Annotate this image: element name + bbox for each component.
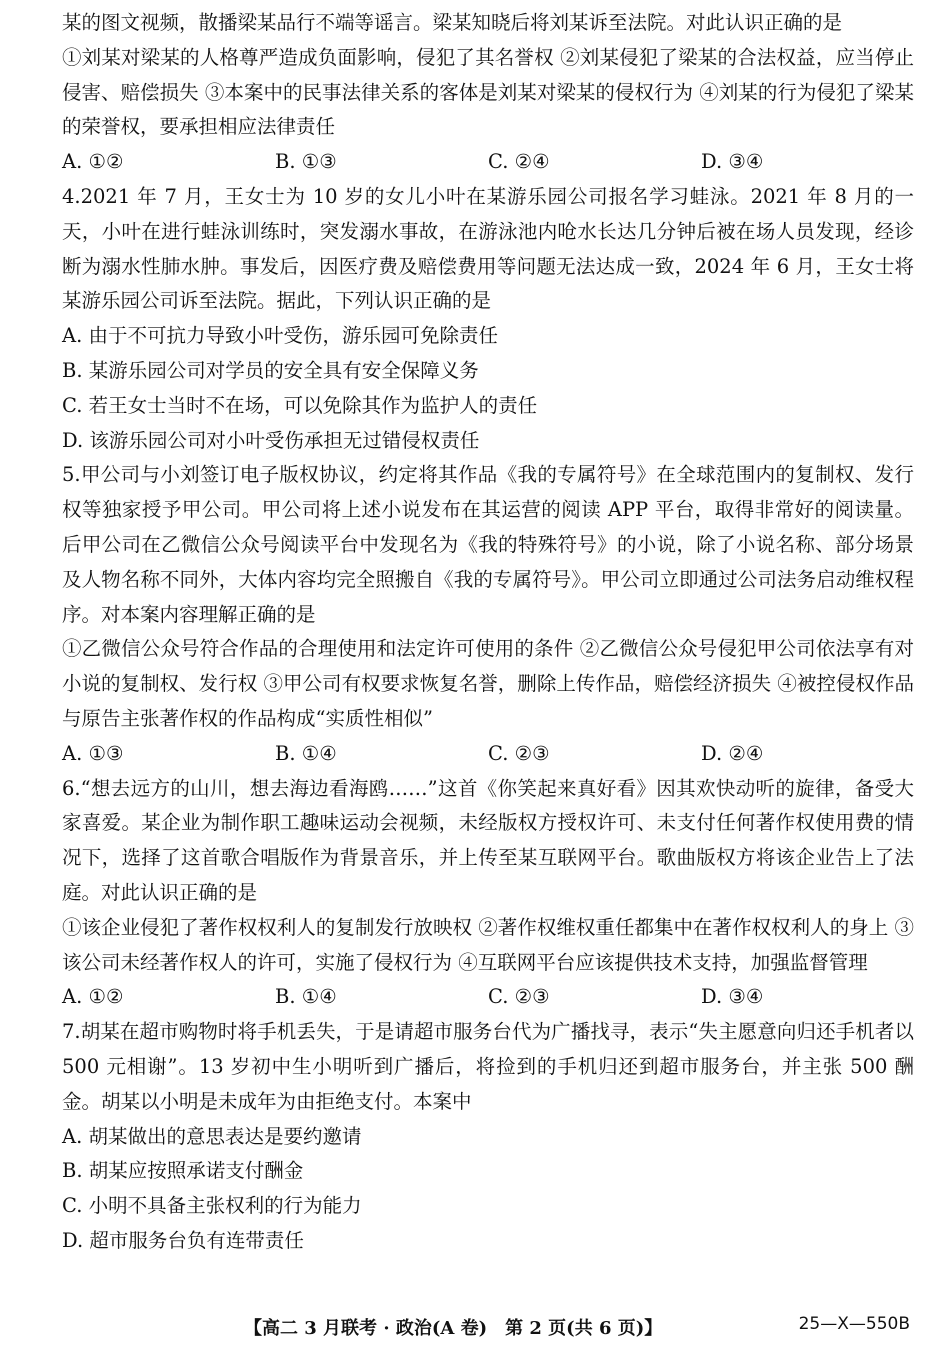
question-6-statements: ①该企业侵犯了著作权权利人的复制发行放映权 ②著作权维权重任都集中在著作权权利人的身上 ③该公司未经著作权人的许可，实施了侵权行为 ④互联网平台应该提供技术支持，加强监督管理 — [62, 915, 914, 974]
question-7-option-b[interactable]: B. 胡某应按照承诺支付酬金 — [62, 1159, 304, 1183]
footer-paper-code: 25—X—550B — [798, 1314, 910, 1334]
question-6-option-c[interactable]: C. ②③ — [488, 985, 550, 1009]
page-content — [62, 6, 914, 1259]
question-6-number: 6. — [62, 776, 81, 800]
question-4 — [62, 180, 914, 458]
page-footer — [0, 1308, 950, 1348]
question-5-statements: ①乙微信公众号符合作品的合理使用和法定许可使用的条件 ②乙微信公众号侵犯甲公司依法享有对小说的复制权、发行权 ③甲公司有权要求恢复名誉，删除上传作品，赔偿经济损失 ④被控侵权作品与原告主张著作权的作品构成“实质性相似” — [62, 637, 914, 730]
question-5 — [62, 458, 914, 771]
question-4-option-c[interactable]: C. 若王女士当时不在场，可以免除其作为监护人的责任 — [62, 393, 538, 417]
question-6-option-a[interactable]: A. ①② — [62, 985, 124, 1009]
question-3-options — [62, 145, 914, 180]
question-5-stem: 甲公司与小刘签订电子版权协议，约定将其作品《我的专属符号》在全球范围内的复制权、发行权等独家授予甲公司。甲公司将上述小说发布在其运营的阅读 APP 平台，取得非常好的阅读量。后甲公司在乙微信公众号阅读平台中发现名为《我的特殊符号》的小说，除了小说名称、部分场景及人物名称不同外，大体内容均完全照搬自《我的专属符号》。甲公司立即通过公司法务启动维权程序。对本案内容理解正确的是 — [62, 463, 914, 626]
question-6-stem-line — [62, 772, 914, 911]
question-7-stem-line — [62, 1015, 914, 1119]
question-7-stem: 胡某在超市购物时将手机丢失，于是请超市服务台代为广播找寻，表示“失主愿意向归还手机者以 500 元相谢”。13 岁初中生小明听到广播后，将捡到的手机归还到超市服务台，并主张 500 酬金。胡某以小明是未成年为由拒绝支付。本案中 — [62, 1020, 914, 1113]
question-4-option-b[interactable]: B. 某游乐园公司对学员的安全具有安全保障义务 — [62, 358, 479, 382]
question-6-options — [62, 980, 914, 1015]
question-7-option-a[interactable]: A. 胡某做出的意思表达是要约邀请 — [62, 1124, 362, 1148]
question-3-option-d[interactable]: D. ③④ — [701, 150, 764, 174]
question-6-stem: “想去远方的山川，想去海边看海鸥……”这首《你笑起来真好看》因其欢快动听的旋律，备受大家喜爱。某企业为制作职工趣味运动会视频，未经版权方授权许可、未支付任何著作权使用费的情况下，选择了这首歌合唱版作为背景音乐，并上传至某互联网平台。歌曲版权方将该企业告上了法庭。对此认识正确的是 — [62, 776, 914, 904]
question-3-stem: 某的图文视频，散播梁某品行不端等谣言。梁某知晓后将刘某诉至法院。对此认识正确的是 — [62, 11, 843, 34]
question-3-option-c[interactable]: C. ②④ — [488, 150, 550, 174]
question-7-option-c[interactable]: C. 小明不具备主张权利的行为能力 — [62, 1194, 362, 1218]
question-6-option-d[interactable]: D. ③④ — [701, 985, 764, 1009]
question-7 — [62, 1015, 914, 1259]
question-5-stem-line — [62, 458, 914, 632]
question-4-stem: 2021 年 7 月，王女士为 10 岁的女儿小叶在某游乐园公司报名学习蛙泳。2021 年 8 月的一天，小叶在进行蛙泳训练时，突发溺水事故，在游泳池内呛水长达几分钟后被在场人员发现，经诊断为溺水性肺水肿。事发后，因医疗费及赔偿费用等问题无法达成一致，2024 年 6 月，王女士将某游乐园公司诉至法院。据此，下列认识正确的是 — [62, 184, 914, 313]
question-7-number: 7. — [62, 1020, 81, 1044]
question-5-option-b[interactable]: B. ①④ — [275, 741, 337, 765]
question-4-number: 4. — [62, 184, 81, 208]
question-3-option-a[interactable]: A. ①② — [62, 150, 124, 174]
question-5-option-c[interactable]: C. ②③ — [488, 741, 550, 765]
question-6 — [62, 772, 914, 1016]
question-3-statements: ①刘某对梁某的人格尊严造成负面影响，侵犯了其名誉权 ②刘某侵犯了梁某的合法权益，应当停止侵害、赔偿损失 ③本案中的民事法律关系的客体是刘某对梁某的侵权行为 ④刘某的行为侵犯了梁某的荣誉权，要承担相应法律责任 — [62, 45, 914, 139]
question-4-stem-line — [62, 180, 914, 319]
question-3-option-b[interactable]: B. ①③ — [275, 150, 337, 174]
footer-exam-info: 【高二 3 月联考 · 政治(A 卷) 第 2 页(共 6 页)】 — [244, 1318, 663, 1339]
question-4-option-d[interactable]: D. 该游乐园公司对小叶受伤承担无过错侵权责任 — [62, 428, 480, 452]
question-6-option-b[interactable]: B. ①④ — [275, 985, 337, 1009]
question-5-option-a[interactable]: A. ①③ — [62, 741, 124, 765]
question-5-number: 5. — [62, 463, 81, 487]
question-5-option-d[interactable]: D. ②④ — [701, 741, 764, 765]
question-3 — [62, 6, 914, 180]
question-5-options — [62, 737, 914, 772]
question-7-option-d[interactable]: D. 超市服务台负有连带责任 — [62, 1228, 304, 1252]
question-4-option-a[interactable]: A. 由于不可抗力导致小叶受伤，游乐园可免除责任 — [62, 324, 498, 348]
